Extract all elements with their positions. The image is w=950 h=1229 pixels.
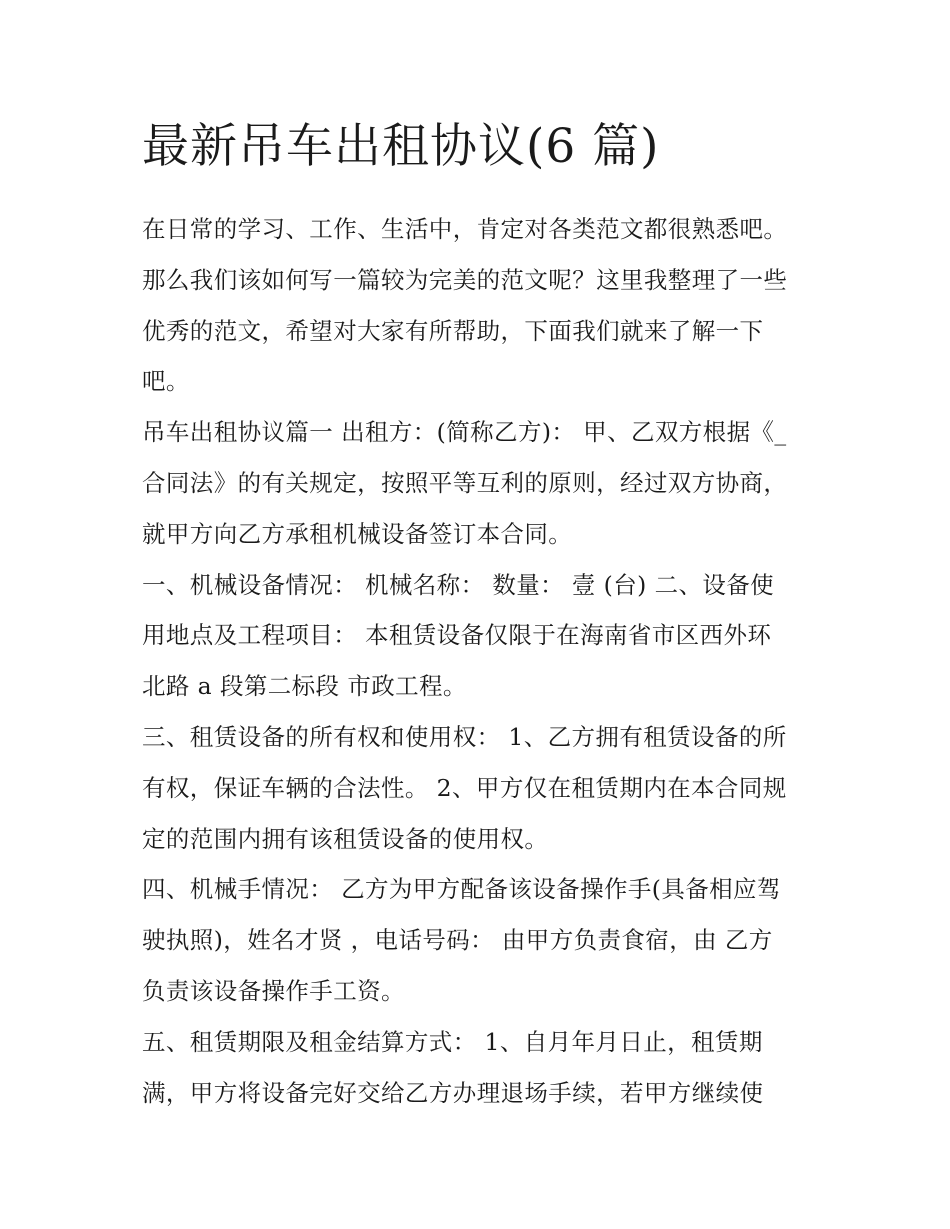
text-line: 五、租赁期限及租金结算方式： 1、自月年月日止，租赁期	[142, 1027, 763, 1056]
text-line: 吧。	[142, 367, 190, 396]
text-line: 一、机械设备情况： 机械名称： 数量： 壹 (台) 二、设备使	[142, 570, 775, 599]
text-line: 用地点及工程项目： 本租赁设备仅限于在海南省市区西外环	[142, 621, 772, 650]
text-line: 那么我们该如何写一篇较为完美的范文呢？这里我整理了一些	[142, 265, 788, 294]
text-line: 驶执照)，姓名才贤 ，电话号码： 由甲方负责食宿，由 乙方	[142, 926, 773, 955]
text-line: 优秀的范文，希望对大家有所帮助，下面我们就来了解一下	[142, 316, 764, 345]
document-page	[142, 112, 822, 1118]
text-line: 定的范围内拥有该租赁设备的使用权。	[142, 824, 549, 853]
text-line: 三、租赁设备的所有权和使用权： 1、乙方拥有租赁设备的所	[142, 722, 787, 751]
text-line: 负责该设备操作手工资。	[142, 976, 405, 1005]
text-line: 满，甲方将设备完好交给乙方办理退场手续，若甲方继续使	[142, 1078, 764, 1107]
text-line: 在日常的学习、工作、生活中，肯定对各类范文都很熟悉吧。	[142, 215, 788, 243]
text-line: 吊车出租协议篇一 出租方：(简称乙方)： 甲、乙双方根据《_	[142, 418, 787, 447]
text-line: 北路 a 段第二标段 市政工程。	[142, 672, 467, 701]
document-title: 最新吊车出租协议(6 篇)	[142, 119, 660, 174]
text-line: 合同法》的有关规定，按照平等互利的原则，经过双方协商，	[142, 468, 788, 497]
text-line: 有权，保证车辆的合法性。 2、甲方仅在租赁期内在本合同规	[142, 773, 787, 802]
text-line: 四、机械手情况： 乙方为甲方配备该设备操作手(具备相应驾	[142, 875, 781, 904]
text-line: 就甲方向乙方承租机械设备签订本合同。	[142, 519, 573, 548]
